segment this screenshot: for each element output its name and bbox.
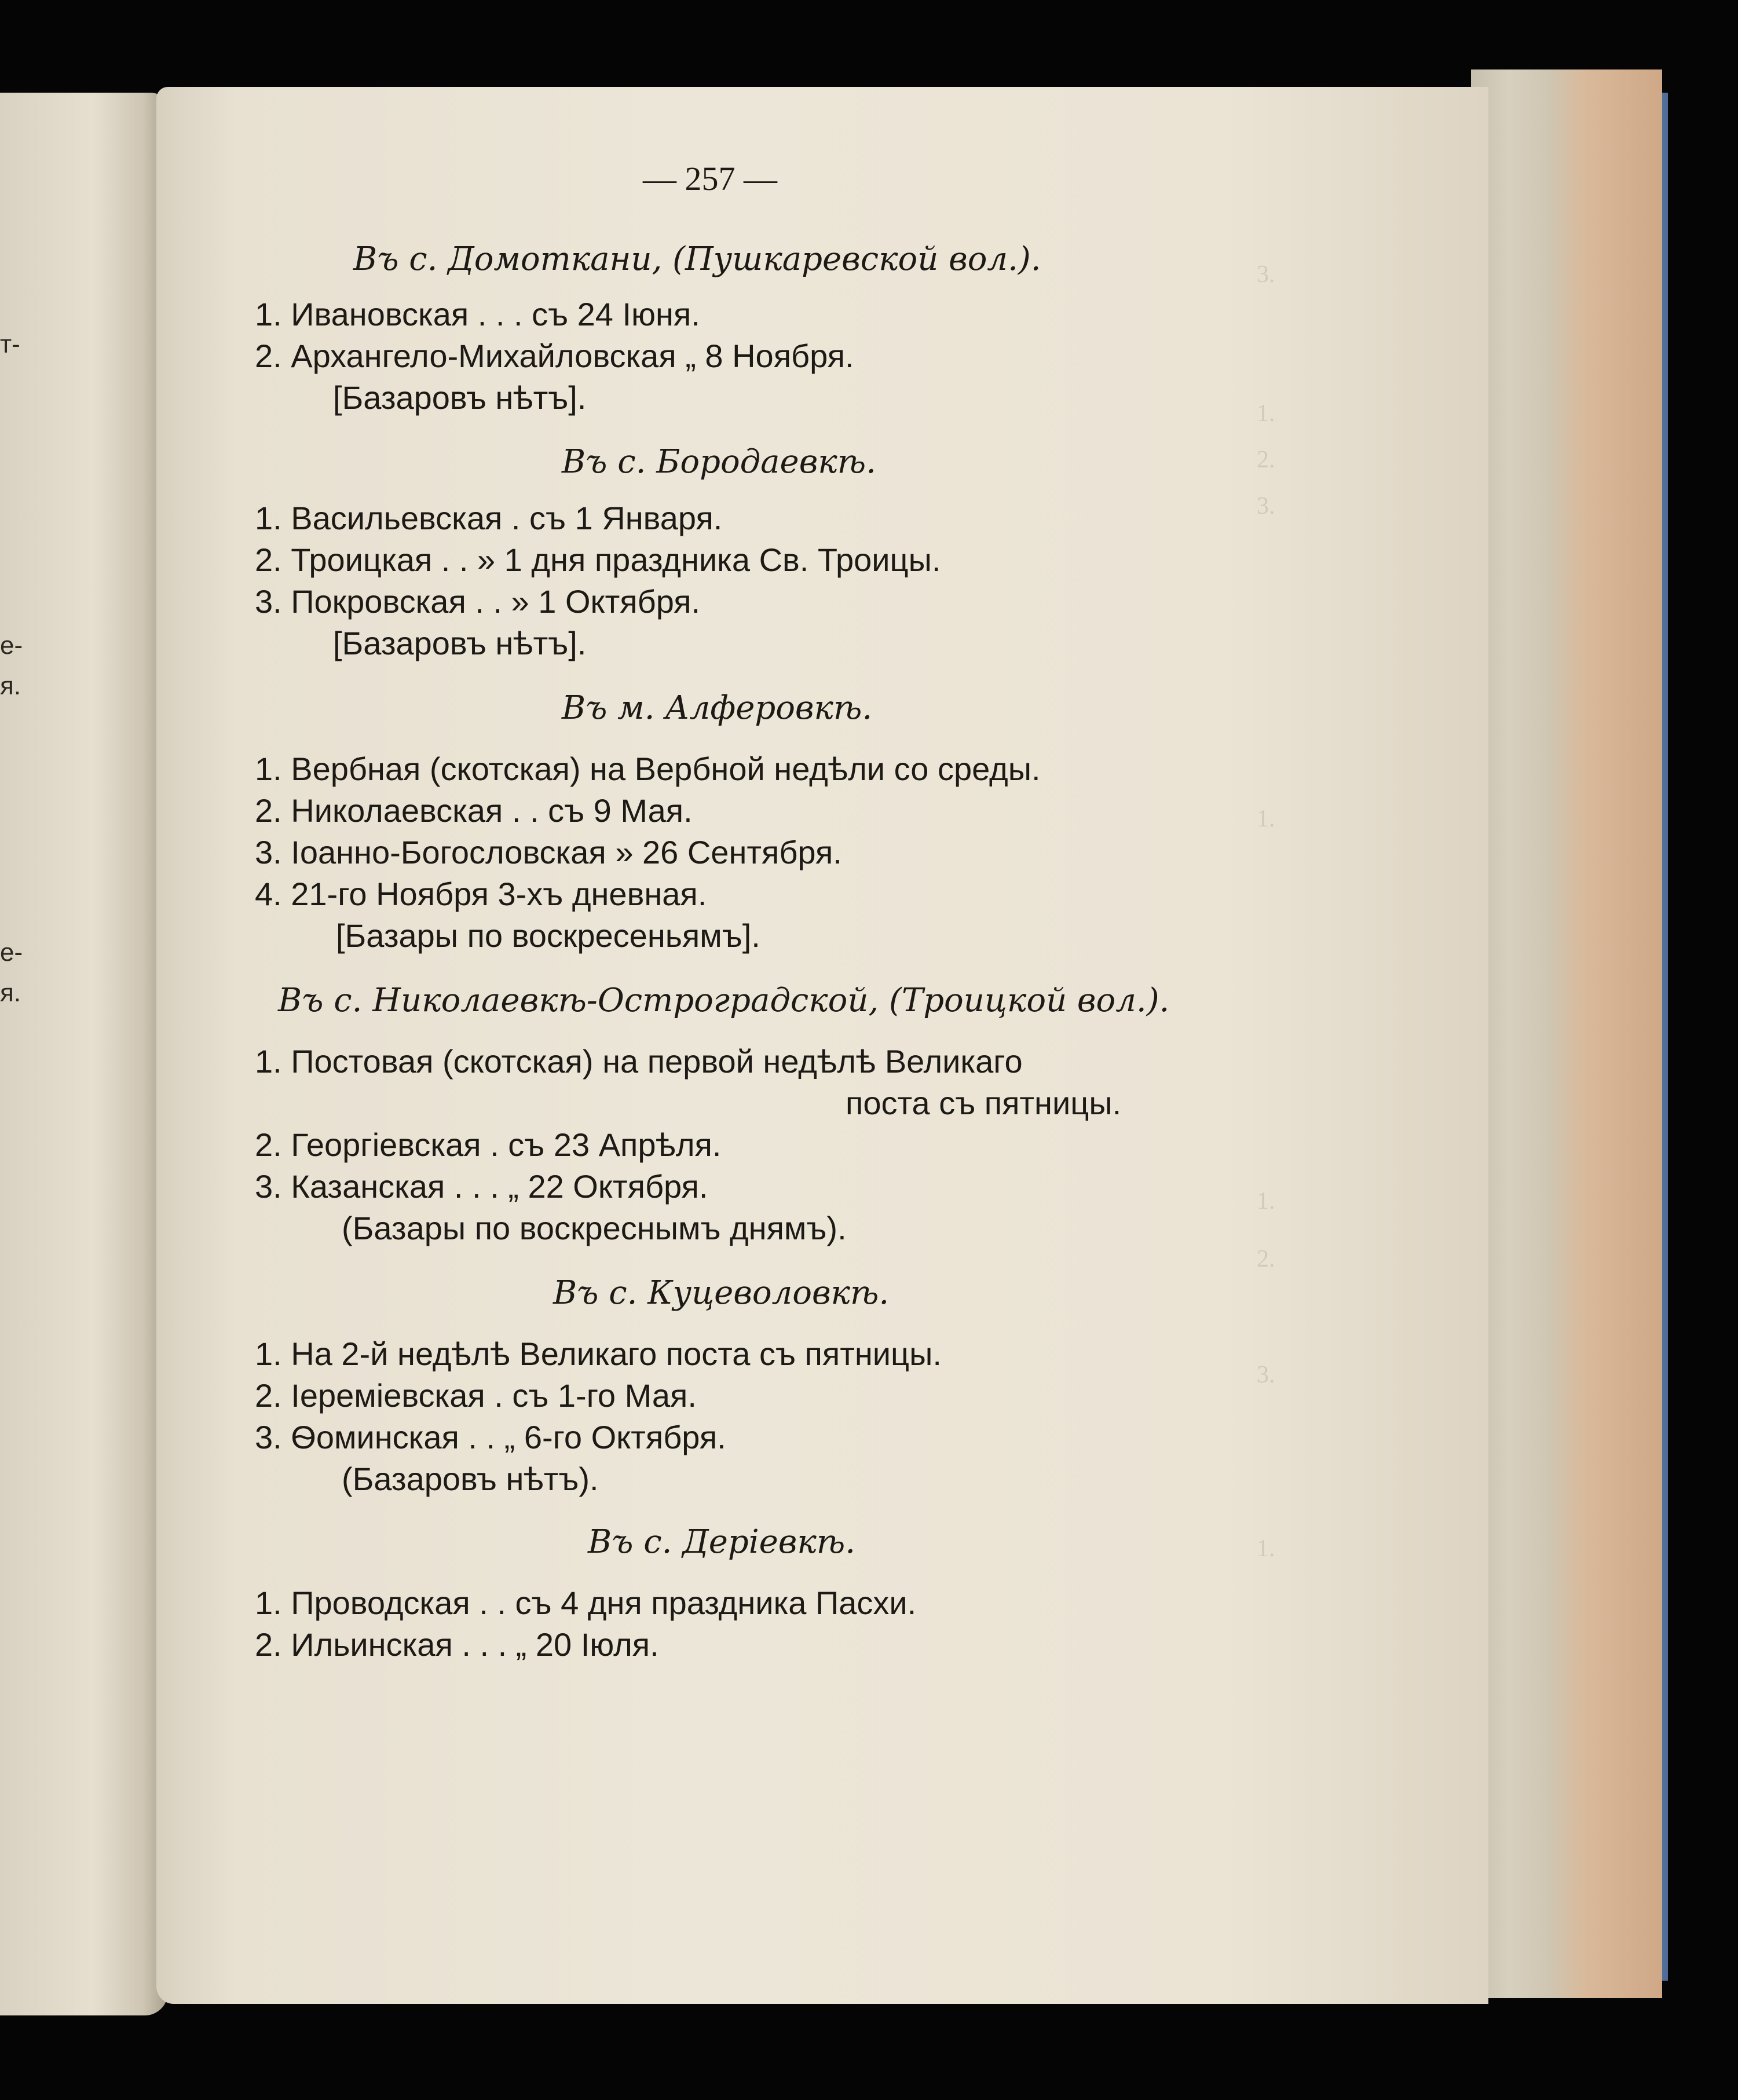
fair-note: (Базары по воскреснымъ днямъ).	[342, 1210, 847, 1246]
fair-note: [Базаровъ нѣтъ].	[333, 625, 587, 661]
fair-line-continuation: поста съ пятницы.	[846, 1085, 1122, 1121]
fair-line: 3. Іоанно-Богословская » 26 Сентября.	[255, 834, 842, 870]
fair-line: 1. На 2-й недѣлѣ Великаго поста съ пятницы.	[255, 1336, 942, 1372]
left-page-edge	[0, 93, 168, 2015]
fair-line: 2. Троицкая . . » 1 дня праздника Св. Троицы.	[255, 542, 941, 578]
document-page: 3. 1. 2. 3. 1. 1. 2. 3. 1. — 257 — Въ с. Домоткани, (Пушкаревской вол.). 1. Ивановская . . . съ 24 Іюня. 2. Архангело-Михайловская „ 8 Ноября. [Базаровъ нѣтъ]. Въ с. Бородаевкѣ. 1. Васильевская . съ 1 Января. 2. Троицкая . . » 1 дня праздника Св. Троицы. 3. Покровская . . » 1 Октября. [Базаровъ нѣтъ]. Въ м. Алферовкѣ. 1. Вербная (скотская) на Вербной недѣли со среды. 2. Николаевская . . съ 9 Мая. 3. Іоанно-Богословская » 26 Сентября. 4. 21-го Ноября 3-хъ дневная. [Базары по воскресеньямъ]. Въ с. Николаевкѣ-Остроградской, (Троицкой вол.). 1. Постовая (скотская) на первой недѣлѣ Великаго поста съ пятницы. 2. Георгіевская . съ 23 Апрѣля. 3. Казанская . . . „ 22 Октября. (Базары по воскреснымъ днямъ). Въ с. Куцеволовкѣ. 1. На 2-й недѣлѣ Великаго поста съ пятницы. 2. Іереміевская . съ 1-го Мая. 3. Ѳоминская . . „ 6-го Октября. (Базаровъ нѣтъ). Въ с. Деріевкѣ. 1. Проводская . . съ 4 дня праздника Пасхи. 2. Ильинская . . . „ 20 Іюля.	[156, 87, 1488, 2004]
fair-line: 1. Постовая (скотская) на первой недѣлѣ Великаго	[255, 1043, 1023, 1080]
fair-line: 2. Архангело-Михайловская „ 8 Ноября.	[255, 338, 854, 374]
fair-line: 1. Ивановская . . . съ 24 Іюня.	[255, 296, 700, 332]
left-text-fragment: я.	[0, 979, 21, 1007]
fair-line: 4. 21-го Ноября 3-хъ дневная.	[255, 876, 707, 912]
page-number: — 257 —	[643, 160, 777, 197]
section-heading: Въ с. Бородаевкѣ.	[562, 443, 876, 481]
section-heading: Въ с. Куцеволовкѣ.	[553, 1274, 890, 1312]
section-heading: Въ м. Алферовкѣ.	[562, 689, 873, 727]
fair-line: 3. Казанская . . . „ 22 Октября.	[255, 1168, 708, 1205]
fair-line: 2. Николаевская . . съ 9 Мая.	[255, 792, 693, 829]
fair-line: 3. Ѳоминская . . „ 6-го Октября.	[255, 1419, 726, 1455]
section-heading: Въ с. Николаевкѣ-Остроградской, (Троицкой вол.).	[278, 982, 1170, 1019]
section-heading: Въ с. Деріевкѣ.	[588, 1523, 856, 1561]
fair-line: 1. Вербная (скотская) на Вербной недѣли со среды.	[255, 751, 1041, 787]
fair-line: 2. Іереміевская . съ 1-го Мая.	[255, 1377, 697, 1414]
fair-line: 1. Васильевская . съ 1 Января.	[255, 500, 723, 536]
section-heading: Въ с. Домоткани, (Пушкаревской вол.).	[353, 240, 1041, 278]
left-text-fragment: е-	[0, 631, 23, 660]
left-text-fragment: я.	[0, 672, 21, 700]
fair-line: 3. Покровская . . » 1 Октября.	[255, 583, 701, 620]
fair-line: 2. Георгіевская . съ 23 Апрѣля.	[255, 1126, 722, 1163]
left-text-fragment: е-	[0, 938, 23, 967]
fair-line: 2. Ильинская . . . „ 20 Іюля.	[255, 1626, 659, 1663]
page-stack-edge	[1471, 69, 1662, 1998]
fair-note: (Базаровъ нѣтъ).	[342, 1461, 599, 1497]
fair-note: [Базаровъ нѣтъ].	[333, 379, 587, 416]
fair-note: [Базары по воскресеньямъ].	[336, 917, 760, 954]
left-text-fragment: т-	[0, 330, 20, 358]
fair-line: 1. Проводская . . съ 4 дня праздника Пасхи.	[255, 1585, 917, 1621]
